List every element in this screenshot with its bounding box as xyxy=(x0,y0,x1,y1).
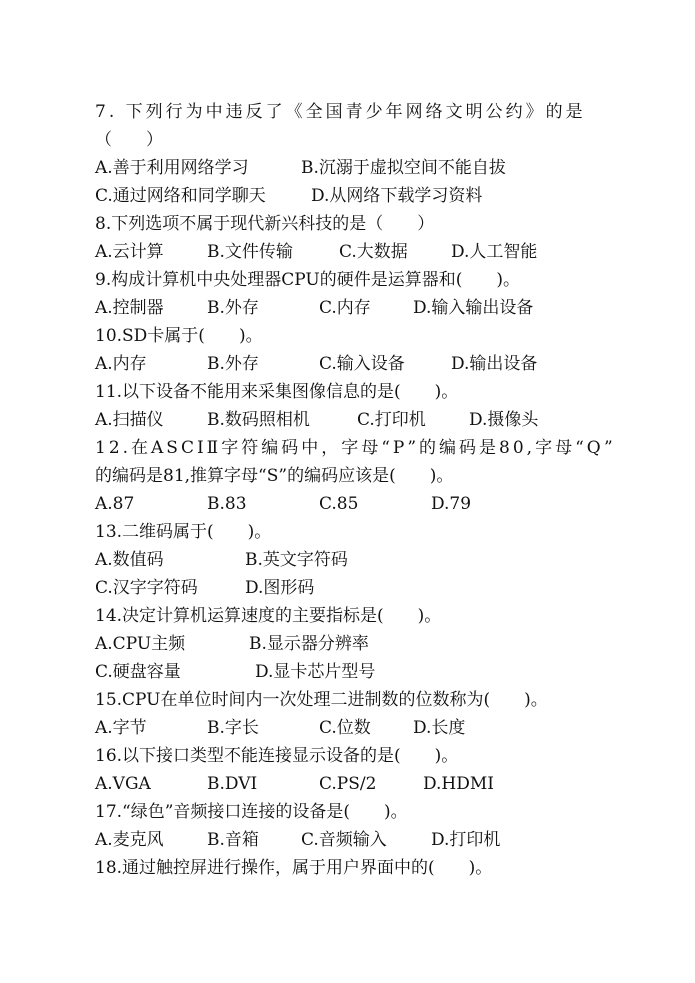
option-c: C.通过网络和同学聊天 xyxy=(95,186,266,206)
question-stem-line xyxy=(0,602,695,630)
option-a: A.内存 xyxy=(95,354,147,374)
option-d: D.HDMI xyxy=(423,774,495,794)
option-c: C.大数据 xyxy=(339,242,408,262)
option-c: C.硬盘容量 xyxy=(95,662,181,682)
question-12-stem: 12.在ASCIⅡ字符编码中，字母“P”的编码是80,字母“Q” xyxy=(95,438,616,458)
question-stem-line xyxy=(0,518,695,546)
option-a: A.扫描仪 xyxy=(95,410,164,430)
option-row xyxy=(0,630,695,658)
option-row xyxy=(0,182,695,210)
option-row xyxy=(0,154,695,182)
question-stem-line xyxy=(0,210,695,238)
question-12-stem-continued: 的编码是81,推算字母“S”的编码应该是( )。 xyxy=(95,466,454,486)
question-17-stem: 17.“绿色”音频接口连接的设备是( )。 xyxy=(95,802,408,822)
option-d: D.输出设备 xyxy=(451,354,538,374)
option-b: B.外存 xyxy=(207,298,259,318)
question-16-stem: 16.以下接口类型不能连接显示设备的是( )。 xyxy=(95,746,459,766)
question-13-stem: 13.二维码属于( )。 xyxy=(95,522,272,542)
option-b: B.DVI xyxy=(207,774,258,794)
option-a: A.VGA xyxy=(95,774,151,794)
option-a: A.CPU主频 xyxy=(95,634,186,654)
option-b: B.文件传输 xyxy=(207,242,293,262)
question-stem-line xyxy=(0,798,695,826)
option-row xyxy=(0,714,695,742)
question-stem-line xyxy=(0,462,695,490)
option-c: C.85 xyxy=(319,494,359,514)
question-14-stem: 14.决定计算机运算速度的主要指标是( )。 xyxy=(95,606,442,626)
question-18-stem: 18.通过触控屏进行操作，属于用户界面中的( )。 xyxy=(95,858,493,878)
option-row xyxy=(0,770,695,798)
option-row xyxy=(0,826,695,854)
question-15-stem: 15.CPU在单位时间内一次处理二进制数的位数称为( )。 xyxy=(95,690,548,710)
option-a: A.字节 xyxy=(95,718,147,738)
question-stem-line xyxy=(0,434,695,462)
option-d: D.人工智能 xyxy=(451,242,538,262)
option-a: A.善于利用网络学习 xyxy=(95,158,249,178)
question-stem-line xyxy=(0,322,695,350)
option-b: B.音箱 xyxy=(207,830,259,850)
option-b: B.外存 xyxy=(207,354,259,374)
option-d: D.图形码 xyxy=(245,578,315,598)
option-d: D.输入输出设备 xyxy=(413,298,534,318)
option-b: B.83 xyxy=(207,494,247,514)
option-b: B.数码照相机 xyxy=(207,410,310,430)
question-7-answer-blank: （ ） xyxy=(95,130,163,150)
option-row xyxy=(0,546,695,574)
option-d: D.打印机 xyxy=(431,830,501,850)
question-stem-line xyxy=(0,266,695,294)
option-b: B.英文字符码 xyxy=(245,550,348,570)
option-b: B.沉溺于虚拟空间不能自拔 xyxy=(301,158,506,178)
option-row xyxy=(0,406,695,434)
option-d: D.摄像头 xyxy=(469,410,539,430)
option-row xyxy=(0,658,695,686)
option-b: B.字长 xyxy=(207,718,259,738)
option-c: C.打印机 xyxy=(357,410,426,430)
question-10-stem: 10.SD卡属于( )。 xyxy=(95,326,263,346)
question-stem-line xyxy=(0,854,695,882)
question-stem-line xyxy=(0,126,695,154)
question-7-stem: 7. 下列行为中违反了《全国青少年网络文明公约》的是 xyxy=(95,102,586,122)
option-c: C.位数 xyxy=(319,718,371,738)
question-stem-line xyxy=(0,686,695,714)
option-d: D.79 xyxy=(431,494,472,514)
option-c: C.内存 xyxy=(319,298,371,318)
question-stem-line xyxy=(0,378,695,406)
option-row xyxy=(0,490,695,518)
option-a: A.云计算 xyxy=(95,242,164,262)
option-c: C.音频输入 xyxy=(301,830,387,850)
option-row xyxy=(0,574,695,602)
question-stem-line xyxy=(0,742,695,770)
option-row xyxy=(0,294,695,322)
question-9-stem: 9.构成计算机中央处理器CPU的硬件是运算器和( )。 xyxy=(95,270,520,290)
option-a: A.数值码 xyxy=(95,550,164,570)
option-row xyxy=(0,238,695,266)
option-d: D.从网络下载学习资料 xyxy=(311,186,483,206)
option-a: A.87 xyxy=(95,494,135,514)
option-d: D.显卡芯片型号 xyxy=(255,662,376,682)
question-stem-line xyxy=(0,98,695,126)
question-11-stem: 11.以下设备不能用来采集图像信息的是( )。 xyxy=(95,382,459,402)
option-a: A.控制器 xyxy=(95,298,164,318)
question-8-stem: 8.下列选项不属于现代新兴科技的是（ ） xyxy=(95,214,435,234)
option-a: A.麦克风 xyxy=(95,830,164,850)
option-c: C.汉字字符码 xyxy=(95,578,198,598)
option-c: C.PS/2 xyxy=(319,774,377,794)
option-row xyxy=(0,350,695,378)
option-b: B.显示器分辨率 xyxy=(249,634,369,654)
option-d: D.长度 xyxy=(413,718,466,738)
option-c: C.输入设备 xyxy=(319,354,405,374)
